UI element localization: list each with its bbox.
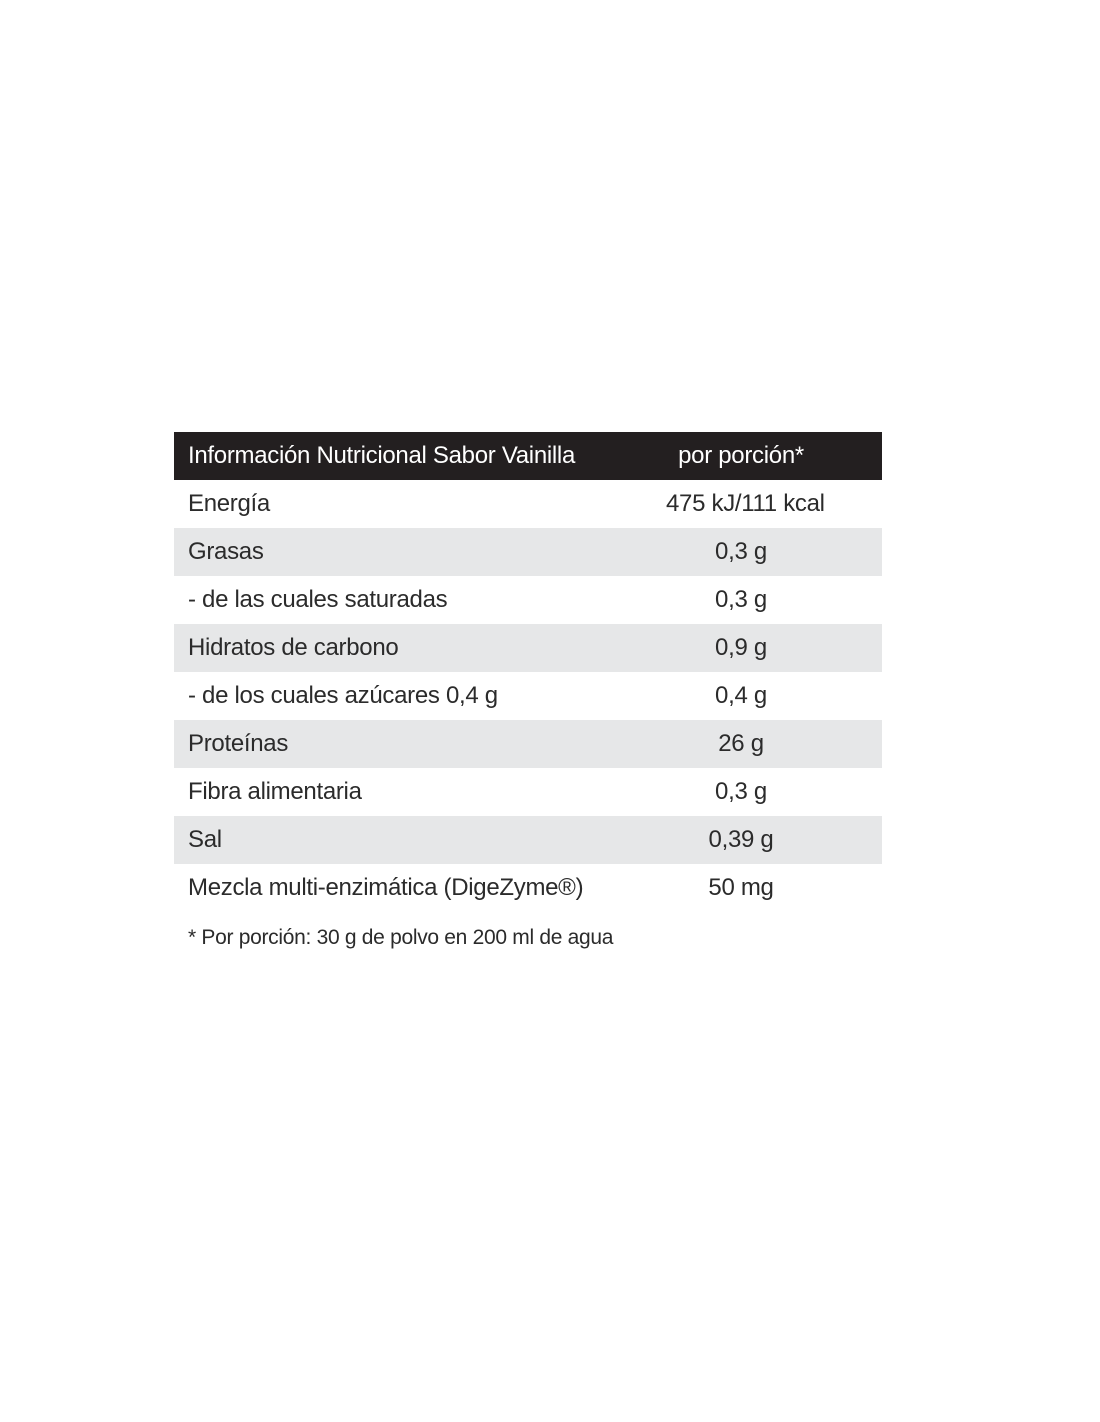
- row-label: - de los cuales azúcares 0,4 g: [188, 682, 498, 709]
- header-name: Información Nutricional Sabor Vainilla: [188, 442, 576, 469]
- row-label: Hidratos de carbono: [188, 634, 399, 661]
- row-value: 475 kJ/111 kcal: [666, 490, 825, 517]
- table-row-fibra: [174, 768, 882, 816]
- row-value: 0,39 g: [708, 826, 774, 853]
- table-row-grasas: [174, 528, 882, 576]
- header-value: por porción*: [678, 442, 804, 469]
- row-value: 0,3 g: [715, 538, 767, 565]
- row-value: 0,4 g: [715, 682, 767, 709]
- row-value: 50 mg: [708, 874, 774, 901]
- table-row-mezcla: [174, 864, 882, 912]
- row-label: - de las cuales saturadas: [188, 586, 448, 613]
- row-value: 0,3 g: [715, 778, 767, 805]
- table-row-proteinas: [174, 720, 882, 768]
- row-value: 26 g: [718, 730, 764, 757]
- table-row-energia: [174, 480, 882, 528]
- row-label: Energía: [188, 490, 270, 517]
- row-label: Grasas: [188, 538, 264, 565]
- footnote: * Por porción: 30 g de polvo en 200 ml de agua: [188, 926, 614, 949]
- table-header: [174, 432, 882, 480]
- row-label: Sal: [188, 826, 222, 853]
- table-row-hidratos: [174, 624, 882, 672]
- table-row-sal: [174, 816, 882, 864]
- table-row-azucares: [174, 672, 882, 720]
- table-row-saturadas: [174, 576, 882, 624]
- row-value: 0,3 g: [715, 586, 767, 613]
- nutrition-table: [174, 432, 882, 912]
- row-label: Mezcla multi-enzimática (DigeZyme®): [188, 874, 584, 901]
- row-label: Proteínas: [188, 730, 289, 757]
- row-label: Fibra alimentaria: [188, 778, 362, 805]
- row-value: 0,9 g: [715, 634, 767, 661]
